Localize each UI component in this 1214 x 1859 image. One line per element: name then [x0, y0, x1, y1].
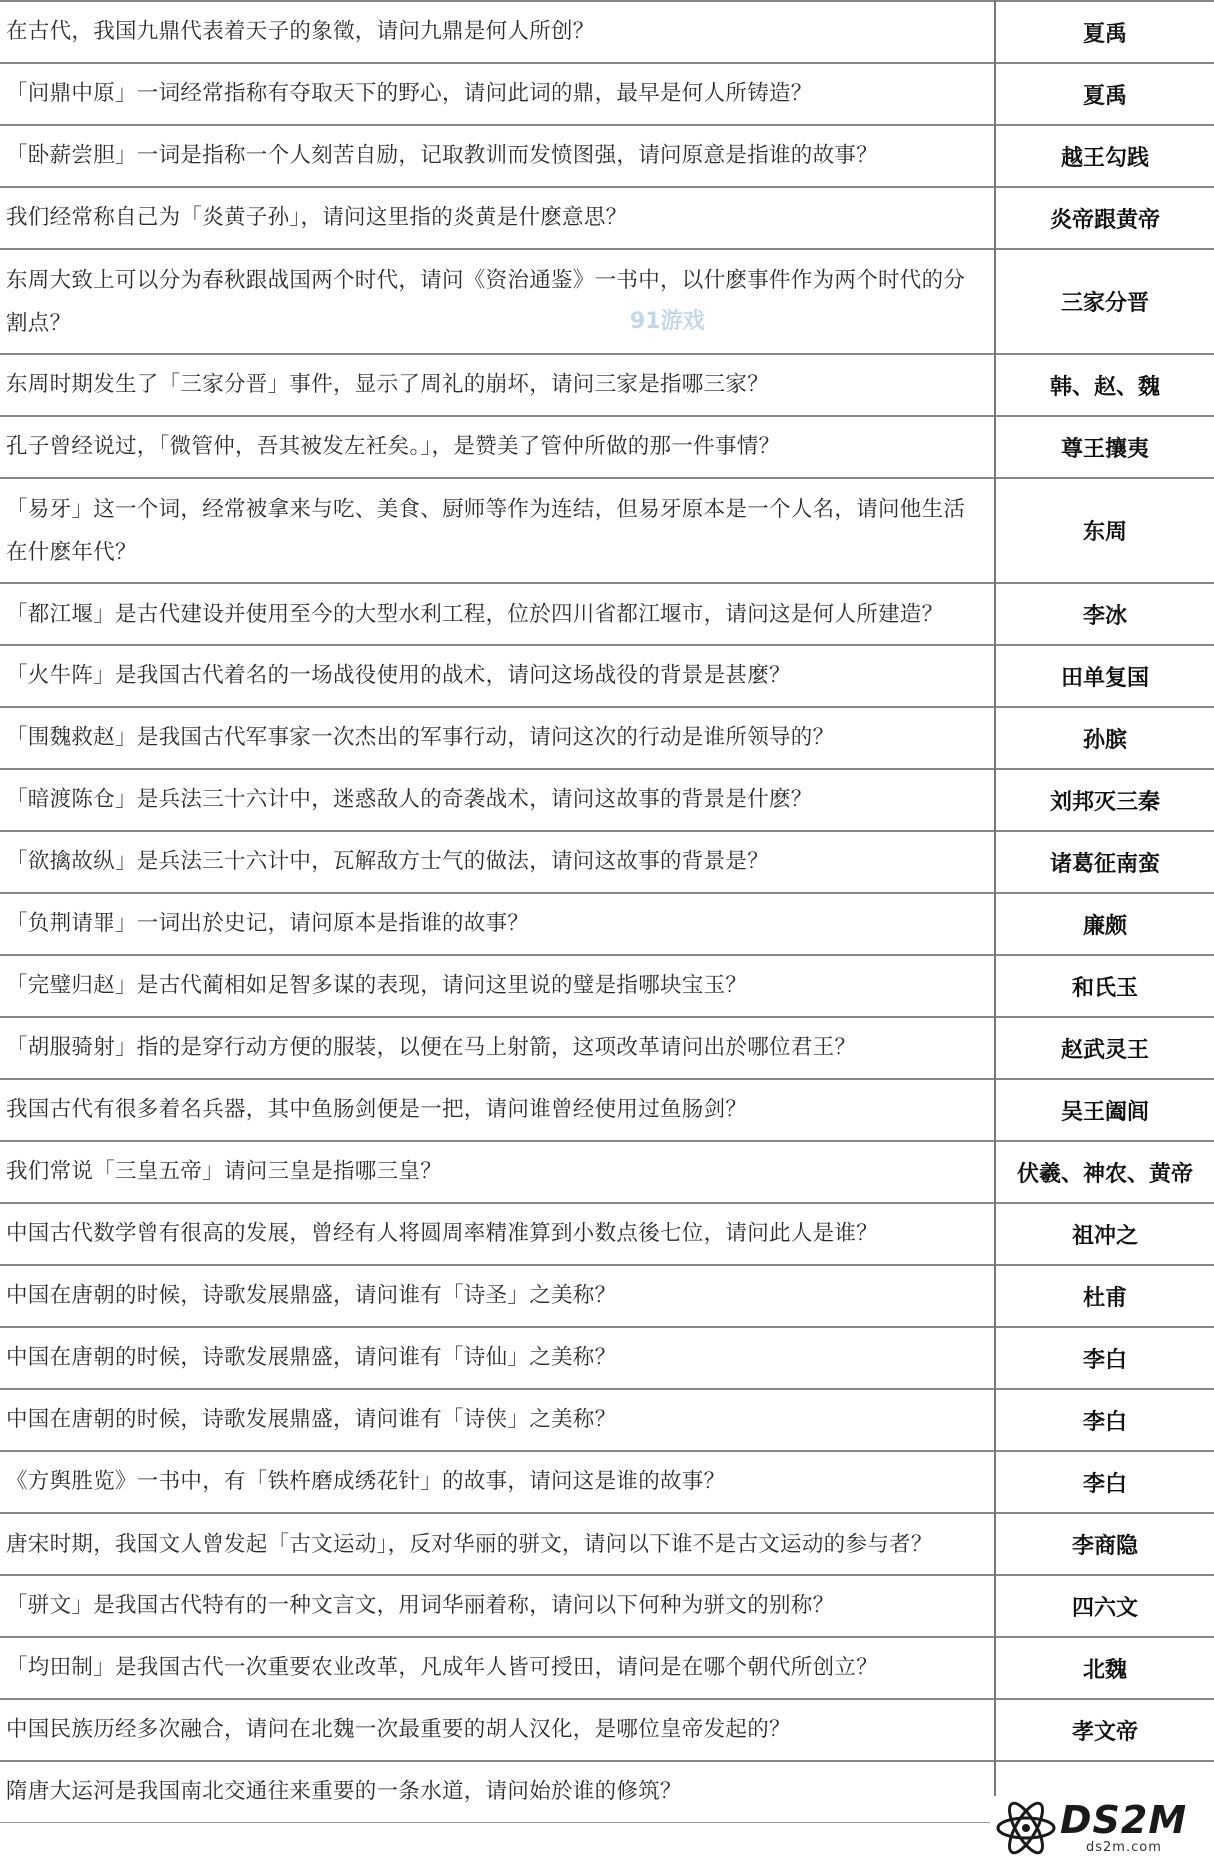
answer-cell: 李白	[995, 1327, 1214, 1389]
table-row	[0, 354, 1214, 416]
table-row	[0, 1141, 1214, 1203]
answer-cell: 越王勾践	[995, 125, 1214, 187]
answer-cell: 孙膑	[995, 707, 1214, 769]
table-row	[0, 583, 1214, 645]
table-row	[0, 955, 1214, 1017]
table-row	[0, 831, 1214, 893]
answer-cell: 三家分晋	[995, 249, 1214, 354]
question-cell: 《方舆胜览》一书中，有「铁杵磨成绣花针」的故事，请问这是谁的故事？	[0, 1451, 995, 1513]
table-row	[0, 1699, 1214, 1761]
answer-cell: 刘邦灭三秦	[995, 769, 1214, 831]
logo-domain: ds2m.com	[1086, 1840, 1162, 1855]
answer-cell: 和氏玉	[995, 955, 1214, 1017]
answer-cell: 李白	[995, 1451, 1214, 1513]
answer-cell: 孝文帝	[995, 1699, 1214, 1761]
qa-table-body	[0, 1, 1214, 1823]
question-cell: 中国在唐朝的时候，诗歌发展鼎盛，请问谁有「诗圣」之美称？	[0, 1265, 995, 1327]
question-cell: 「问鼎中原」一词经常指称有夺取天下的野心，请问此词的鼎，最早是何人所铸造？	[0, 63, 995, 125]
table-row	[0, 893, 1214, 955]
question-cell: 「围魏救赵」是我国古代军事家一次杰出的军事行动，请问这次的行动是谁所领导的？	[0, 707, 995, 769]
question-cell: 「火牛阵」是我国古代着名的一场战役使用的战术，请问这场战役的背景是甚麼？	[0, 645, 995, 707]
table-row	[0, 1265, 1214, 1327]
answer-cell: 炎帝跟黄帝	[995, 187, 1214, 249]
atom-logo-icon	[994, 1798, 1058, 1858]
question-cell: 「均田制」是我国古代一次重要农业改革，凡成年人皆可授田，请问是在哪个朝代所创立？	[0, 1637, 995, 1699]
question-cell: 「暗渡陈仓」是兵法三十六计中，迷惑敌人的奇袭战术，请问这故事的背景是什麽？	[0, 769, 995, 831]
question-cell: 东周大致上可以分为春秋跟战国两个时代，请问《资治通鉴》一书中，以什麽事件作为两个时代的分割点？	[0, 249, 995, 354]
watermark-text: 91游戏	[630, 309, 705, 334]
answer-cell: 东周	[995, 478, 1214, 583]
question-cell: 「骈文」是我国古代特有的一种文言文，用词华丽着称，请问以下何种为骈文的别称？	[0, 1575, 995, 1637]
question-cell: 「易牙」这一个词，经常被拿来与吃、美食、厨师等作为连结，但易牙原本是一个人名，请问他生活在什麽年代？	[0, 478, 995, 583]
table-row	[0, 416, 1214, 478]
watermark-logo-icon	[628, 300, 718, 340]
question-cell: 在古代，我国九鼎代表着天子的象徵，请问九鼎是何人所创？	[0, 1, 995, 63]
question-cell: 我们常说「三皇五帝」请问三皇是指哪三皇？	[0, 1141, 995, 1203]
table-row	[0, 1637, 1214, 1699]
question-cell: 唐宋时期，我国文人曾发起「古文运动」，反对华丽的骈文，请问以下谁不是古文运动的参与者？	[0, 1513, 995, 1575]
site-logo	[990, 1796, 1214, 1859]
table-row	[0, 1017, 1214, 1079]
question-cell: 隋唐大运河是我国南北交通往来重要的一条水道，请问始於谁的修筑？	[0, 1761, 995, 1823]
answer-cell: 田单复国	[995, 645, 1214, 707]
logo-wordmark: DS2M	[1060, 1798, 1188, 1842]
table-row	[0, 1389, 1214, 1451]
answer-cell: 夏禹	[995, 63, 1214, 125]
answer-cell: 赵武灵王	[995, 1017, 1214, 1079]
table-row	[0, 645, 1214, 707]
question-cell: 「欲擒故纵」是兵法三十六计中，瓦解敌方士气的做法，请问这故事的背景是？	[0, 831, 995, 893]
question-cell: 「卧薪尝胆」一词是指称一个人刻苦自励，记取教训而发愤图强，请问原意是指谁的故事？	[0, 125, 995, 187]
table-row	[0, 1575, 1214, 1637]
table-row	[0, 1327, 1214, 1389]
answer-cell: 李商隐	[995, 1513, 1214, 1575]
question-cell: 「完璧归赵」是古代蔺相如足智多谋的表现，请问这里说的璧是指哪块宝玉？	[0, 955, 995, 1017]
table-row	[0, 707, 1214, 769]
question-cell: 「负荆请罪」一词出於史记，请问原本是指谁的故事？	[0, 893, 995, 955]
question-cell: 孔子曾经说过，「微管仲，吾其被发左衽矣。」，是赞美了管仲所做的那一件事情？	[0, 416, 995, 478]
question-cell: 东周时期发生了「三家分晋」事件，显示了周礼的崩坏，请问三家是指哪三家？	[0, 354, 995, 416]
answer-cell: 尊王攘夷	[995, 416, 1214, 478]
table-row	[0, 1, 1214, 63]
answer-cell: 伏羲、神农、黄帝	[995, 1141, 1214, 1203]
table-row	[0, 769, 1214, 831]
question-cell: 中国古代数学曾有很高的发展，曾经有人将圆周率精准算到小数点後七位，请问此人是谁？	[0, 1203, 995, 1265]
table-row	[0, 1203, 1214, 1265]
question-cell: 我国古代有很多着名兵器，其中鱼肠剑便是一把，请问谁曾经使用过鱼肠剑？	[0, 1079, 995, 1141]
question-cell: 中国在唐朝的时候，诗歌发展鼎盛，请问谁有「诗侠」之美称？	[0, 1389, 995, 1451]
question-cell: 我们经常称自己为「炎黄子孙」，请问这里指的炎黄是什麽意思？	[0, 187, 995, 249]
table-row	[0, 249, 1214, 354]
answer-cell: 李冰	[995, 583, 1214, 645]
answer-cell: 诸葛征南蛮	[995, 831, 1214, 893]
answer-cell: 北魏	[995, 1637, 1214, 1699]
table-row	[0, 1079, 1214, 1141]
answer-cell: 廉颇	[995, 893, 1214, 955]
table-row	[0, 1513, 1214, 1575]
answer-cell: 四六文	[995, 1575, 1214, 1637]
question-cell: 「胡服骑射」指的是穿行动方便的服装，以便在马上射箭，这项改革请问出於哪位君王？	[0, 1017, 995, 1079]
answer-cell: 杜甫	[995, 1265, 1214, 1327]
answer-cell: 韩、赵、魏	[995, 354, 1214, 416]
table-row	[0, 125, 1214, 187]
answer-cell: 祖冲之	[995, 1203, 1214, 1265]
answer-cell: 吴王阖闾	[995, 1079, 1214, 1141]
question-cell: 中国在唐朝的时候，诗歌发展鼎盛，请问谁有「诗仙」之美称？	[0, 1327, 995, 1389]
answer-cell: 李白	[995, 1389, 1214, 1451]
answer-cell: 夏禹	[995, 1, 1214, 63]
table-row	[0, 187, 1214, 249]
question-cell: 「都江堰」是古代建设并使用至今的大型水利工程，位於四川省都江堰市，请问这是何人所建造？	[0, 583, 995, 645]
question-cell: 中国民族历经多次融合，请问在北魏一次最重要的胡人汉化，是哪位皇帝发起的？	[0, 1699, 995, 1761]
table-row	[0, 1451, 1214, 1513]
table-row	[0, 63, 1214, 125]
table-row	[0, 478, 1214, 583]
